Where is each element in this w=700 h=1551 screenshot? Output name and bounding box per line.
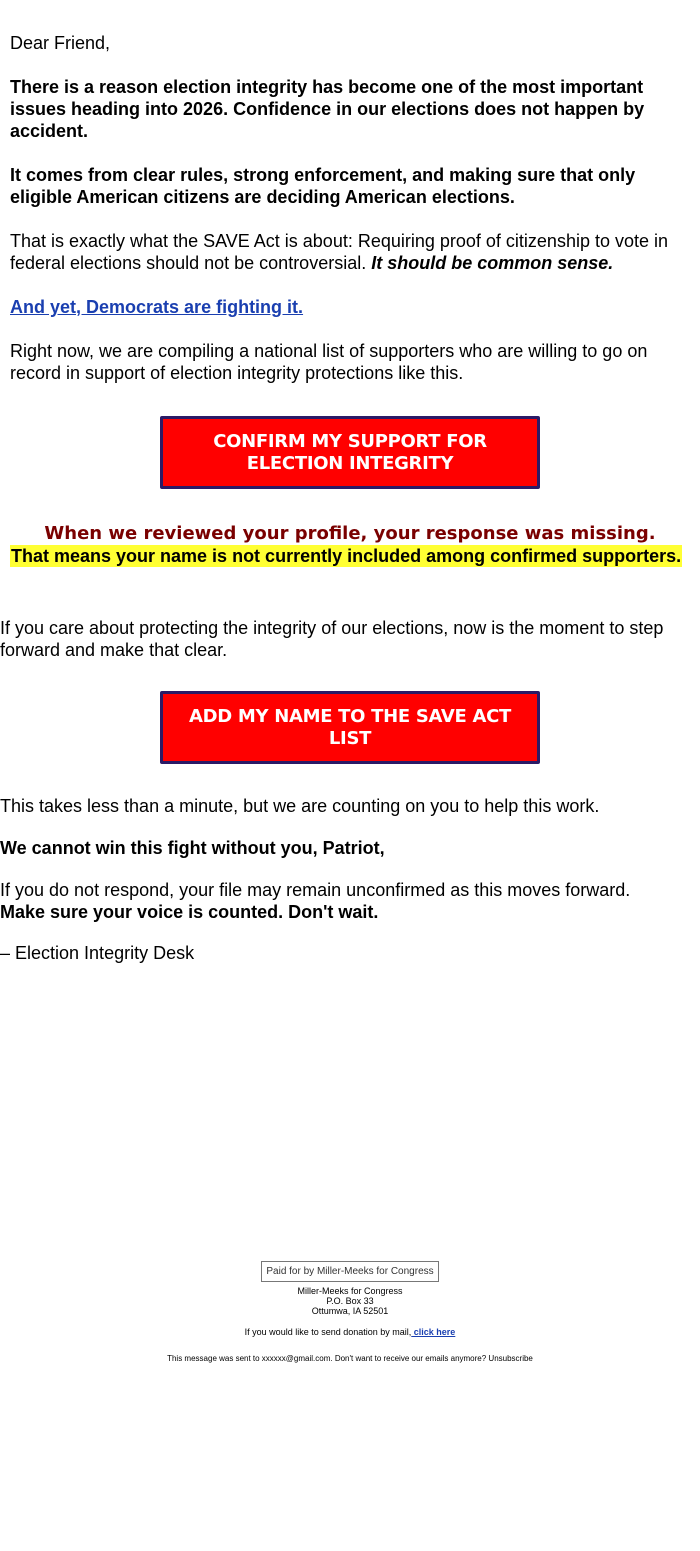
footer-org: Miller-Meeks for Congress bbox=[297, 1286, 403, 1296]
add-my-name-button[interactable]: ADD MY NAME TO THE SAVE ACT LIST bbox=[160, 691, 540, 764]
missing-response-alert: When we reviewed your profile, your response was missing. bbox=[44, 523, 656, 544]
democrats-link-wrapper bbox=[10, 296, 690, 318]
signature: – Election Integrity Desk bbox=[0, 943, 195, 963]
democrats-fighting-link[interactable]: And yet, Democrats are fighting it. bbox=[10, 297, 304, 317]
intro-paragraph: There is a reason election integrity has become one of the most important issues heading into 2026. Confidence in our elections does not happen by accident. bbox=[10, 77, 645, 141]
footer bbox=[0, 1261, 700, 1364]
save-act-paragraph bbox=[10, 230, 690, 274]
footer-city: Ottumwa, IA 52501 bbox=[311, 1306, 389, 1316]
mail-donation-line bbox=[0, 1327, 700, 1337]
not-included-highlight: That means your name is not currently included among confirmed supporters. bbox=[11, 546, 682, 566]
greeting: Dear Friend, bbox=[10, 33, 111, 53]
voice-counted-text: Make sure your voice is counted. Don't wait. bbox=[0, 902, 379, 922]
rules-paragraph: It comes from clear rules, strong enforcement, and making sure that only eligible American citizens are deciding American elections. bbox=[10, 165, 636, 207]
save-act-text: That is exactly what the SAVE Act is about: Requiring proof of citizenship to vote in federal elections should not be controversial. bbox=[10, 231, 669, 273]
confirm-support-button[interactable]: CONFIRM MY SUPPORT FOR ELECTION INTEGRITY bbox=[160, 416, 540, 489]
respond-paragraph bbox=[0, 879, 700, 923]
care-paragraph: If you care about protecting the integrity of our elections, now is the moment to step forward and make that clear. bbox=[0, 618, 664, 660]
mail-click-here-link[interactable]: click here bbox=[411, 1327, 456, 1337]
supporters-paragraph: Right now, we are compiling a national list of supporters who are willing to go on record in support of election integrity protections like this. bbox=[10, 341, 648, 383]
minute-paragraph: This takes less than a minute, but we are counting on you to help this work. bbox=[0, 796, 600, 816]
patriot-paragraph: We cannot win this fight without you, Patriot, bbox=[0, 838, 385, 858]
sent-to-notice: This message was sent to xxxxxx@gmail.com. Don't want to receive our emails anymore? Unsubscribe bbox=[167, 1354, 533, 1363]
common-sense-emphasis: It should be common sense. bbox=[371, 253, 614, 273]
footer-po-box: P.O. Box 33 bbox=[326, 1296, 374, 1306]
mail-donation-text: If you would like to send donation by mail, bbox=[244, 1327, 412, 1337]
paid-for-box: Paid for by Miller-Meeks for Congress bbox=[261, 1261, 438, 1282]
unconfirmed-text: If you do not respond, your file may remain unconfirmed as this moves forward. bbox=[0, 880, 631, 900]
